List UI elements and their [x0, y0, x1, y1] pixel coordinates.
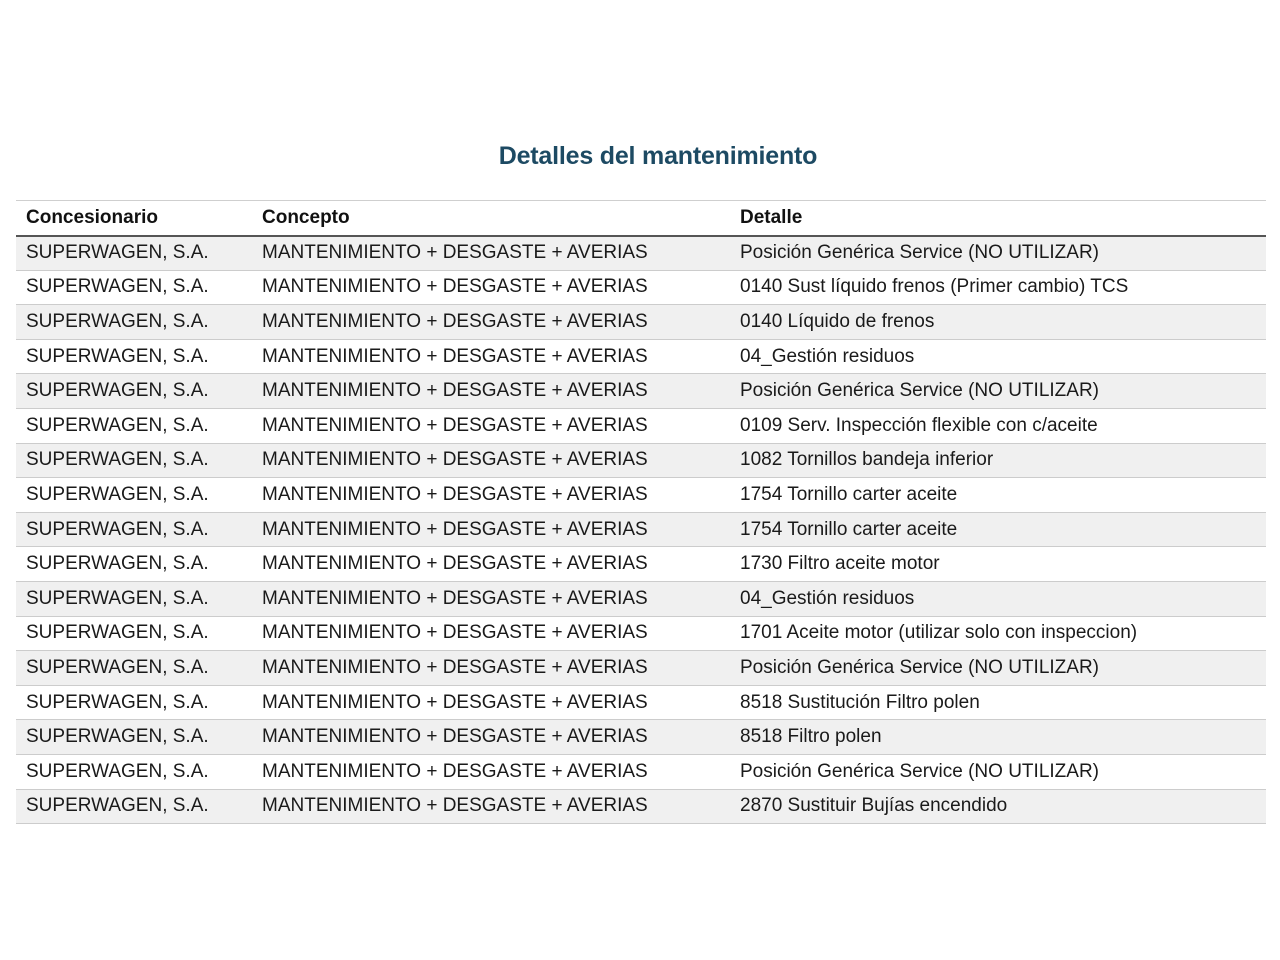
cell-concesionario: SUPERWAGEN, S.A. — [16, 789, 252, 824]
cell-concepto: MANTENIMIENTO + DESGASTE + AVERIAS — [252, 581, 730, 616]
cell-concepto: MANTENIMIENTO + DESGASTE + AVERIAS — [252, 339, 730, 374]
cell-concepto: MANTENIMIENTO + DESGASTE + AVERIAS — [252, 685, 730, 720]
table-row — [16, 443, 1266, 478]
table-row — [16, 651, 1266, 686]
table-row — [16, 789, 1266, 824]
cell-detalle: 0140 Sust líquido frenos (Primer cambio) TCS — [730, 270, 1266, 305]
cell-detalle: 1082 Tornillos bandeja inferior — [730, 443, 1266, 478]
cell-concesionario: SUPERWAGEN, S.A. — [16, 305, 252, 340]
cell-concepto: MANTENIMIENTO + DESGASTE + AVERIAS — [252, 408, 730, 443]
table-row — [16, 478, 1266, 513]
cell-concesionario: SUPERWAGEN, S.A. — [16, 512, 252, 547]
table-row — [16, 374, 1266, 409]
maintenance-table-container — [16, 200, 1266, 824]
cell-concepto: MANTENIMIENTO + DESGASTE + AVERIAS — [252, 305, 730, 340]
cell-detalle: 1730 Filtro aceite motor — [730, 547, 1266, 582]
table-row — [16, 512, 1266, 547]
cell-concesionario: SUPERWAGEN, S.A. — [16, 720, 252, 755]
cell-concepto: MANTENIMIENTO + DESGASTE + AVERIAS — [252, 374, 730, 409]
cell-concepto: MANTENIMIENTO + DESGASTE + AVERIAS — [252, 236, 730, 271]
cell-detalle: Posición Genérica Service (NO UTILIZAR) — [730, 374, 1266, 409]
table-row — [16, 547, 1266, 582]
table-row — [16, 720, 1266, 755]
cell-detalle: 0140 Líquido de frenos — [730, 305, 1266, 340]
table-row — [16, 236, 1266, 271]
cell-concepto: MANTENIMIENTO + DESGASTE + AVERIAS — [252, 789, 730, 824]
table-row — [16, 616, 1266, 651]
cell-detalle: 1754 Tornillo carter aceite — [730, 478, 1266, 513]
cell-detalle: Posición Genérica Service (NO UTILIZAR) — [730, 651, 1266, 686]
page-title: Detalles del mantenimiento — [498, 142, 818, 170]
cell-concesionario: SUPERWAGEN, S.A. — [16, 374, 252, 409]
cell-concesionario: SUPERWAGEN, S.A. — [16, 236, 252, 271]
cell-concepto: MANTENIMIENTO + DESGASTE + AVERIAS — [252, 512, 730, 547]
column-header-detalle: Detalle — [730, 201, 1266, 236]
cell-concepto: MANTENIMIENTO + DESGASTE + AVERIAS — [252, 443, 730, 478]
cell-concesionario: SUPERWAGEN, S.A. — [16, 408, 252, 443]
cell-concepto: MANTENIMIENTO + DESGASTE + AVERIAS — [252, 547, 730, 582]
cell-concesionario: SUPERWAGEN, S.A. — [16, 478, 252, 513]
table-row — [16, 408, 1266, 443]
cell-concepto: MANTENIMIENTO + DESGASTE + AVERIAS — [252, 651, 730, 686]
column-header-concesionario: Concesionario — [16, 201, 252, 236]
cell-detalle: 8518 Filtro polen — [730, 720, 1266, 755]
cell-concepto: MANTENIMIENTO + DESGASTE + AVERIAS — [252, 616, 730, 651]
cell-detalle: 04_Gestión residuos — [730, 581, 1266, 616]
table-row — [16, 270, 1266, 305]
table-row — [16, 305, 1266, 340]
maintenance-table — [16, 200, 1266, 824]
cell-concesionario: SUPERWAGEN, S.A. — [16, 754, 252, 789]
cell-concepto: MANTENIMIENTO + DESGASTE + AVERIAS — [252, 270, 730, 305]
cell-concesionario: SUPERWAGEN, S.A. — [16, 616, 252, 651]
cell-detalle: Posición Genérica Service (NO UTILIZAR) — [730, 236, 1266, 271]
table-header-row — [16, 201, 1266, 236]
cell-concepto: MANTENIMIENTO + DESGASTE + AVERIAS — [252, 478, 730, 513]
cell-detalle: 1701 Aceite motor (utilizar solo con inspeccion) — [730, 616, 1266, 651]
cell-concesionario: SUPERWAGEN, S.A. — [16, 685, 252, 720]
cell-concesionario: SUPERWAGEN, S.A. — [16, 443, 252, 478]
cell-detalle: 04_Gestión residuos — [730, 339, 1266, 374]
table-row — [16, 581, 1266, 616]
column-header-concepto: Concepto — [252, 201, 730, 236]
table-row — [16, 339, 1266, 374]
table-header — [16, 201, 1266, 236]
cell-concesionario: SUPERWAGEN, S.A. — [16, 270, 252, 305]
cell-concesionario: SUPERWAGEN, S.A. — [16, 581, 252, 616]
cell-concesionario: SUPERWAGEN, S.A. — [16, 651, 252, 686]
cell-detalle: 0109 Serv. Inspección flexible con c/aceite — [730, 408, 1266, 443]
cell-concesionario: SUPERWAGEN, S.A. — [16, 547, 252, 582]
cell-concepto: MANTENIMIENTO + DESGASTE + AVERIAS — [252, 720, 730, 755]
cell-detalle: 1754 Tornillo carter aceite — [730, 512, 1266, 547]
cell-detalle: Posición Genérica Service (NO UTILIZAR) — [730, 754, 1266, 789]
cell-detalle: 2870 Sustituir Bujías encendido — [730, 789, 1266, 824]
table-row — [16, 754, 1266, 789]
cell-concepto: MANTENIMIENTO + DESGASTE + AVERIAS — [252, 754, 730, 789]
cell-detalle: 8518 Sustitución Filtro polen — [730, 685, 1266, 720]
cell-concesionario: SUPERWAGEN, S.A. — [16, 339, 252, 374]
table-row — [16, 685, 1266, 720]
table-body — [16, 236, 1266, 824]
